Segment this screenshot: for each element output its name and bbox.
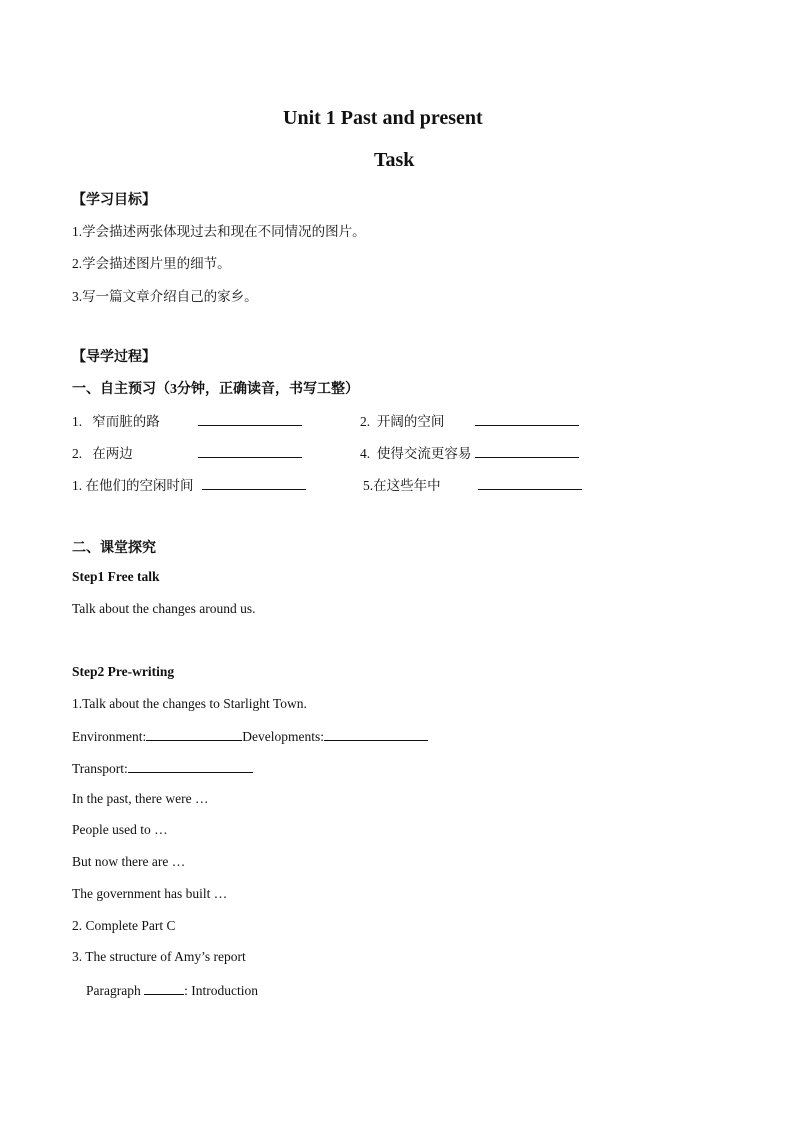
transport-row [72,759,253,777]
process-heading: 【导学过程】 [72,350,156,365]
objectives-heading: 【学习目标】 [72,193,156,208]
paragraph-suffix: : Introduction [184,983,258,998]
vocab-number: 1. [72,478,83,493]
sentence-starter: People used to … [72,822,168,837]
objective-item: 1.学会描述两张体现过去和现在不同情况的图片。 [72,224,366,239]
developments-label: Developments: [242,729,324,744]
vocab-text: 在两边 [92,446,133,461]
paragraph-label: Paragraph [86,983,141,998]
answer-blank[interactable] [478,476,582,490]
transport-blank[interactable] [128,759,253,773]
vocab-number: 1. [72,414,83,429]
answer-blank[interactable] [198,444,302,458]
vocab-item [72,410,160,430]
vocab-item [72,474,194,494]
task-subtitle: Task [374,149,415,171]
preview-heading: 一、自主预习（3分钟，正确读音，书写工整） [72,382,359,397]
vocab-text: 开阔的空间 [376,414,445,429]
vocab-number: 2. [360,414,371,429]
vocab-text: 5.在这些年中 [363,478,441,493]
vocab-text: 使得交流更容易 [376,446,472,461]
sentence-starter: In the past, there were … [72,791,209,806]
vocab-number: 2. [72,446,83,461]
vocab-text: 窄而脏的路 [92,414,160,429]
vocab-item [363,474,441,494]
vocab-number: 4. [360,446,371,461]
transport-label: Transport: [72,761,128,776]
unit-title: Unit 1 Past and present [283,107,483,129]
step2-title: Step2 Pre-writing [72,664,175,679]
paragraph-row [86,981,258,999]
sentence-starter: The government has built … [72,886,228,901]
objective-item: 3.写一篇文章介绍自己的家乡。 [72,289,258,304]
vocab-item [360,442,471,462]
environment-label: Environment: [72,729,147,744]
answer-blank[interactable] [475,412,579,426]
answer-blank[interactable] [202,476,306,490]
vocab-item [72,442,133,462]
developments-blank[interactable] [324,727,428,741]
step1-title: Step1 Free talk [72,569,160,584]
answer-blank[interactable] [198,412,302,426]
sentence-starter: But now there are … [72,854,186,869]
explore-heading: 二、课堂探究 [72,541,156,556]
objective-item: 2.学会描述图片里的细节。 [72,256,231,271]
step1-text: Talk about the changes around us. [72,601,256,616]
step2-item2: 2. Complete Part C [72,918,176,933]
vocab-item [360,410,444,430]
paragraph-blank[interactable] [144,981,184,995]
environment-row [72,727,428,745]
answer-blank[interactable] [475,444,579,458]
vocab-text: 在他们的空闲时间 [85,478,194,493]
step2-item1: 1.Talk about the changes to Starlight Town. [72,696,307,711]
environment-blank[interactable] [146,727,242,741]
step2-item3: 3. The structure of Amy’s report [72,949,246,964]
